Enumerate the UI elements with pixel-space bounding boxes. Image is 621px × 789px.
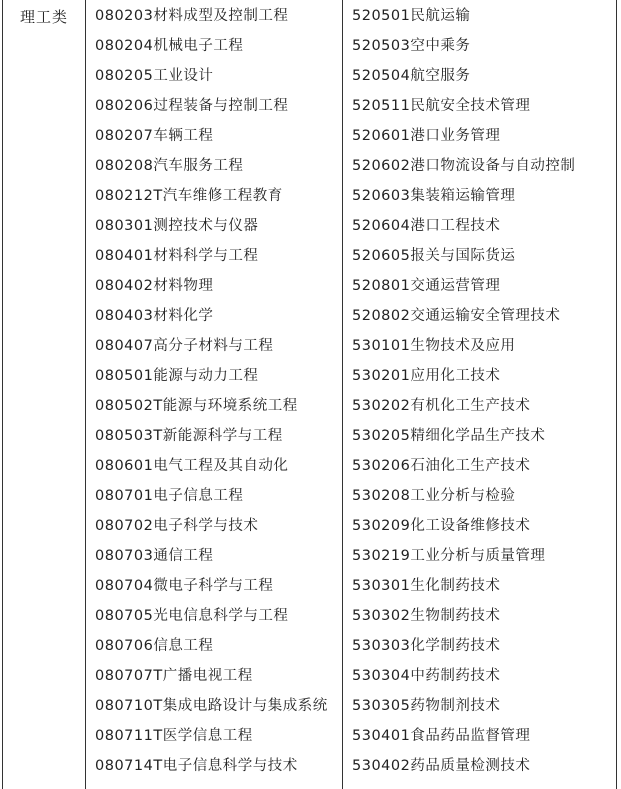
list-item: 080711T医学信息工程 xyxy=(95,728,253,744)
list-item: 080212T汽车维修工程教育 xyxy=(95,188,283,204)
list-item: 520604港口工程技术 xyxy=(352,218,501,234)
list-item: 520605报关与国际货运 xyxy=(352,248,516,264)
list-item: 530304中药制药技术 xyxy=(352,668,501,684)
list-item: 520802交通运输安全管理技术 xyxy=(352,308,561,324)
list-item: 080703通信工程 xyxy=(95,548,214,564)
list-item: 080401材料科学与工程 xyxy=(95,248,259,264)
list-item: 530208工业分析与检验 xyxy=(352,488,516,504)
column-divider-2 xyxy=(342,0,343,789)
list-item: 080502T能源与环境系统工程 xyxy=(95,398,298,414)
list-item: 520601港口业务管理 xyxy=(352,128,501,144)
list-item: 530402药品质量检测技术 xyxy=(352,758,531,774)
list-item: 520511民航安全技术管理 xyxy=(352,98,531,114)
list-item: 520504航空服务 xyxy=(352,68,471,84)
list-item: 080205工业设计 xyxy=(95,68,214,84)
list-item: 080701电子信息工程 xyxy=(95,488,244,504)
list-item: 530206石油化工生产技术 xyxy=(352,458,531,474)
list-item: 080601电气工程及其自动化 xyxy=(95,458,289,474)
list-item: 080206过程装备与控制工程 xyxy=(95,98,289,114)
table-border-right xyxy=(616,0,617,789)
list-item: 080207车辆工程 xyxy=(95,128,214,144)
list-item: 080710T集成电路设计与集成系统 xyxy=(95,698,328,714)
list-item: 530201应用化工技术 xyxy=(352,368,501,384)
list-item: 080301测控技术与仪器 xyxy=(95,218,259,234)
list-item: 080407高分子材料与工程 xyxy=(95,338,274,354)
list-item: 530202有机化工生产技术 xyxy=(352,398,531,414)
list-item: 080702电子科学与技术 xyxy=(95,518,259,534)
list-item: 530301生化制药技术 xyxy=(352,578,501,594)
list-item: 080402材料物理 xyxy=(95,278,214,294)
list-item: 520503空中乘务 xyxy=(352,38,471,54)
list-item: 080704微电子科学与工程 xyxy=(95,578,274,594)
major-list-vocational xyxy=(352,1,575,781)
list-item: 530205精细化学品生产技术 xyxy=(352,428,546,444)
list-item: 080705光电信息科学与工程 xyxy=(95,608,289,624)
list-item: 520501民航运输 xyxy=(352,8,471,24)
list-item: 530209化工设备维修技术 xyxy=(352,518,531,534)
list-item: 080203材料成型及控制工程 xyxy=(95,8,289,24)
list-item: 530303化学制药技术 xyxy=(352,638,501,654)
list-item: 080403材料化学 xyxy=(95,308,214,324)
table-border-left xyxy=(2,0,3,789)
list-item: 080208汽车服务工程 xyxy=(95,158,244,174)
list-item: 080707T广播电视工程 xyxy=(95,668,253,684)
list-item: 080706信息工程 xyxy=(95,638,214,654)
list-item: 520801交通运营管理 xyxy=(352,278,501,294)
list-item: 080503T新能源科学与工程 xyxy=(95,428,283,444)
list-item: 080714T电子信息科学与技术 xyxy=(95,758,298,774)
list-item: 080204机械电子工程 xyxy=(95,38,244,54)
list-item: 530219工业分析与质量管理 xyxy=(352,548,546,564)
major-list-undergraduate xyxy=(95,1,328,781)
category-label: 理工类 xyxy=(20,8,69,26)
list-item: 520602港口物流设备与自动控制 xyxy=(352,158,576,174)
list-item: 530401食品药品监督管理 xyxy=(352,728,531,744)
list-item: 530305药物制剂技术 xyxy=(352,698,501,714)
list-item: 530302生物制药技术 xyxy=(352,608,501,624)
list-item: 520603集装箱运输管理 xyxy=(352,188,516,204)
column-divider-1 xyxy=(85,0,86,789)
list-item: 080501能源与动力工程 xyxy=(95,368,259,384)
list-item: 530101生物技术及应用 xyxy=(352,338,516,354)
